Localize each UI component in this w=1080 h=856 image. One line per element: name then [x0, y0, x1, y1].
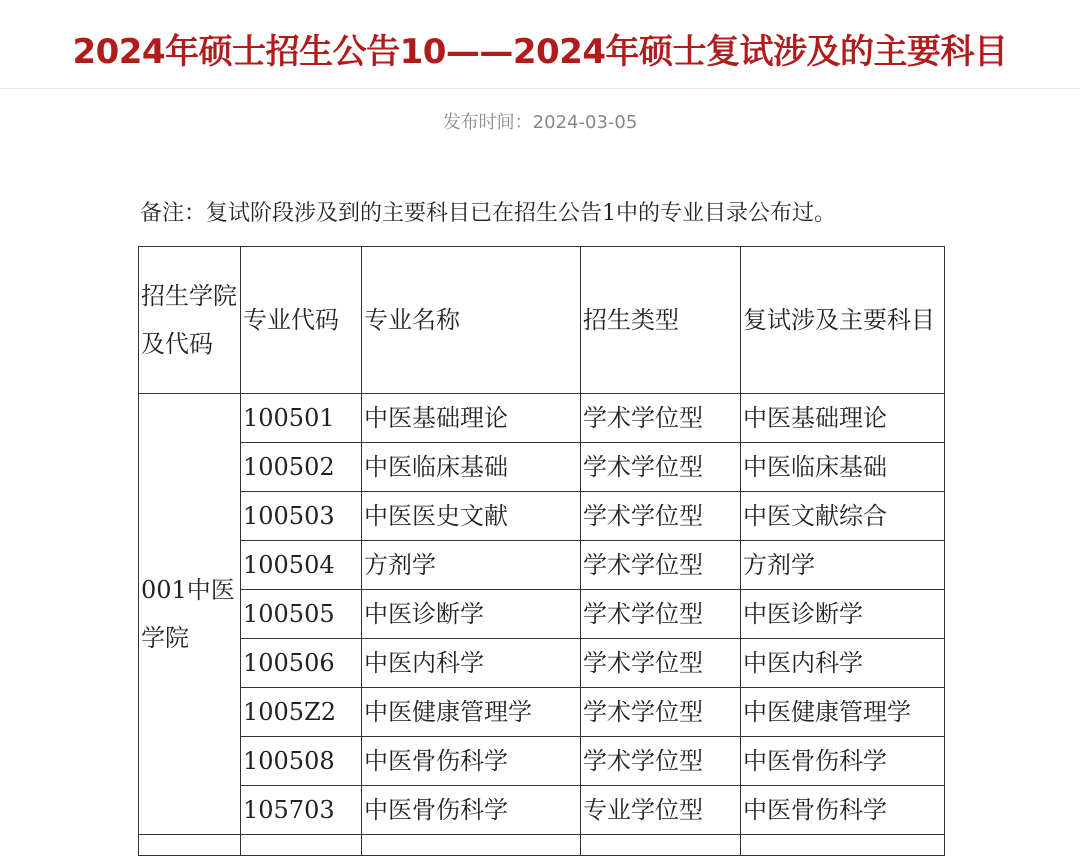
- major-name: 方剂学: [362, 541, 581, 590]
- enrollment-type: 专业学位型: [581, 786, 741, 835]
- table-row-partial: [139, 835, 945, 856]
- table-row: [139, 688, 945, 737]
- enrollment-type: 学术学位型: [581, 737, 741, 786]
- major-name: 中医临床基础: [362, 443, 581, 492]
- major-code: 100506: [241, 639, 362, 688]
- college-cell: 001中医学院: [139, 394, 241, 835]
- retest-subject: 中医临床基础: [741, 443, 945, 492]
- enrollment-type: 学术学位型: [581, 541, 741, 590]
- retest-subject: 中医基础理论: [741, 394, 945, 443]
- table-row: [139, 541, 945, 590]
- table-row: [139, 737, 945, 786]
- enrollment-type: 学术学位型: [581, 492, 741, 541]
- enrollment-type: 学术学位型: [581, 639, 741, 688]
- retest-subject: 中医健康管理学: [741, 688, 945, 737]
- major-name: 中医基础理论: [362, 394, 581, 443]
- major-code: 105703: [241, 786, 362, 835]
- partial-cell: [362, 835, 581, 856]
- table-row: [139, 394, 945, 443]
- header-major-name: 专业名称: [362, 247, 581, 394]
- title-bar: [0, 0, 1080, 89]
- major-code: 100505: [241, 590, 362, 639]
- major-code: 100501: [241, 394, 362, 443]
- retest-subject: 中医内科学: [741, 639, 945, 688]
- majors-table: [138, 246, 945, 856]
- enrollment-type: 学术学位型: [581, 590, 741, 639]
- header-retest-subject: 复试涉及主要科目: [741, 247, 945, 394]
- page-title: 2024年硕士招生公告10——2024年硕士复试涉及的主要科目: [72, 32, 1008, 72]
- table-row: [139, 786, 945, 835]
- major-code: 100504: [241, 541, 362, 590]
- note-text: 备注：复试阶段涉及到的主要科目已在招生公告1中的专业目录公布过。: [140, 201, 836, 226]
- major-code: 100502: [241, 443, 362, 492]
- table-row: [139, 443, 945, 492]
- major-code: 1005Z2: [241, 688, 362, 737]
- header-major-code: 专业代码: [241, 247, 362, 394]
- major-name: 中医诊断学: [362, 590, 581, 639]
- major-name: 中医医史文献: [362, 492, 581, 541]
- partial-cell: [581, 835, 741, 856]
- header-enrollment-type: 招生类型: [581, 247, 741, 394]
- publish-date: 发布时间：2024-03-05: [442, 112, 638, 133]
- retest-subject: 方剂学: [741, 541, 945, 590]
- major-name: 中医内科学: [362, 639, 581, 688]
- header-college: 招生学院及代码: [139, 247, 241, 394]
- major-name: 中医健康管理学: [362, 688, 581, 737]
- major-name: 中医骨伤科学: [362, 786, 581, 835]
- major-name: 中医骨伤科学: [362, 737, 581, 786]
- retest-subject: 中医诊断学: [741, 590, 945, 639]
- major-code: 100503: [241, 492, 362, 541]
- table-row: [139, 492, 945, 541]
- enrollment-type: 学术学位型: [581, 443, 741, 492]
- enrollment-type: 学术学位型: [581, 688, 741, 737]
- table-row: [139, 639, 945, 688]
- enrollment-type: 学术学位型: [581, 394, 741, 443]
- major-code: 100508: [241, 737, 362, 786]
- retest-subject: 中医骨伤科学: [741, 786, 945, 835]
- partial-cell: [241, 835, 362, 856]
- retest-subject: 中医骨伤科学: [741, 737, 945, 786]
- table-row: [139, 590, 945, 639]
- table-header-row: [139, 247, 945, 394]
- retest-subject: 中医文献综合: [741, 492, 945, 541]
- partial-cell: [139, 835, 241, 856]
- partial-cell: [741, 835, 945, 856]
